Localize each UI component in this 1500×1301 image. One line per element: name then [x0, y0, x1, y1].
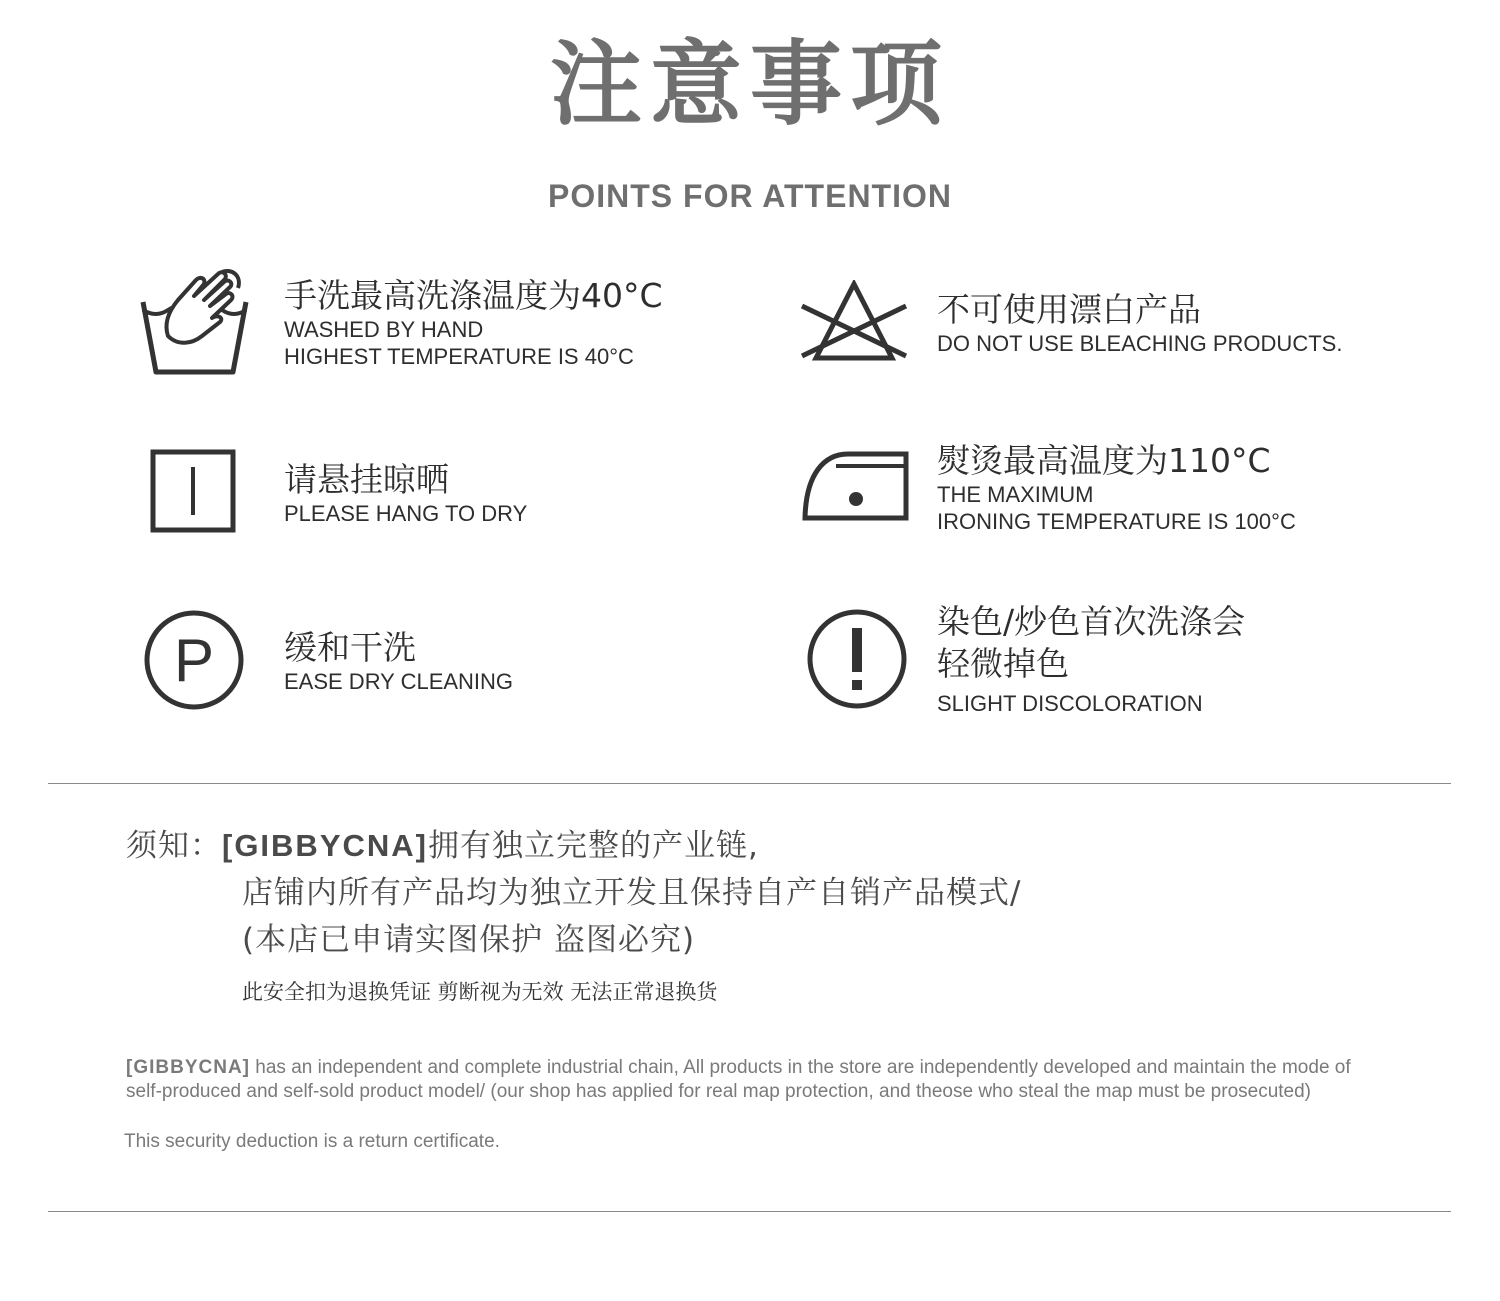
dry-clean-p-icon: [143, 609, 245, 711]
dry-clean-en-1: EASE DRY CLEANING: [284, 669, 514, 694]
dry-clean-symbol: P: [173, 627, 215, 694]
discolor-cn-1: 染色/炒色首次洗涤会: [937, 602, 1246, 641]
iron-en-2: IRONING TEMPERATURE IS 100°C: [937, 509, 1296, 534]
divider-bottom: [48, 1211, 1451, 1212]
hand-wash-en-2: HIGHEST TEMPERATURE IS 40°C: [284, 344, 634, 369]
notice-en-text: has an independent and complete industrial chain, All products in the store are independently developed and maintain the mode of self-produced and self-sold product model/ (our shop has applied for real map protection, and theose who steal the map must be prosecuted): [126, 1057, 1351, 1102]
discolor-en-1: SLIGHT DISCOLORATION: [937, 691, 1203, 716]
notice-en-brand: [GIBBYCNA]: [126, 1057, 250, 1078]
hand-wash-cn: 手洗最高洗涤温度为40°C: [284, 276, 663, 315]
no-bleach-icon: [798, 280, 910, 364]
iron-en-1: THE MAXIMUM: [937, 482, 1094, 507]
notice-brand: [GIBBYCNA]: [222, 828, 428, 863]
hand-wash-en-1: WASHED BY HAND: [284, 317, 484, 342]
notice-english-2: This security deduction is a return certificate.: [124, 1131, 500, 1152]
no-bleach-en-1: DO NOT USE BLEACHING PRODUCTS.: [937, 331, 1343, 356]
notice-line-1-text: 拥有独立完整的产业链,: [428, 828, 759, 864]
iron-cn: 熨烫最高温度为110°C: [937, 441, 1271, 480]
hang-dry-en-1: PLEASE HANG TO DRY: [284, 501, 528, 526]
hang-dry-cn: 请悬挂晾晒: [284, 460, 449, 499]
notice-label: 须知：: [126, 828, 222, 864]
page-title: 注意事项: [549, 31, 950, 138]
dry-clean-cn: 缓和干洗: [284, 628, 416, 667]
no-bleach-cn: 不可使用漂白产品: [937, 290, 1201, 329]
notice-line-3: (本店已申请实图保护 盗图必究): [242, 922, 696, 958]
notice-line-4: 此安全扣为退换凭证 剪断视为无效 无法正常退换货: [242, 980, 718, 1004]
iron-icon: [800, 448, 914, 524]
divider-top: [48, 783, 1451, 784]
notice-line-2: 店铺内所有产品均为独立开发且保持自产自销产品模式/: [242, 875, 1022, 911]
notice-line-1: [126, 826, 759, 866]
discolor-cn-2: 轻微掉色: [937, 644, 1069, 683]
hang-dry-icon: [150, 449, 236, 533]
hand-wash-icon: [138, 266, 250, 380]
notice-english: [126, 1056, 1366, 1104]
exclamation-icon: [806, 608, 908, 710]
page-subtitle: POINTS FOR ATTENTION: [548, 178, 952, 214]
